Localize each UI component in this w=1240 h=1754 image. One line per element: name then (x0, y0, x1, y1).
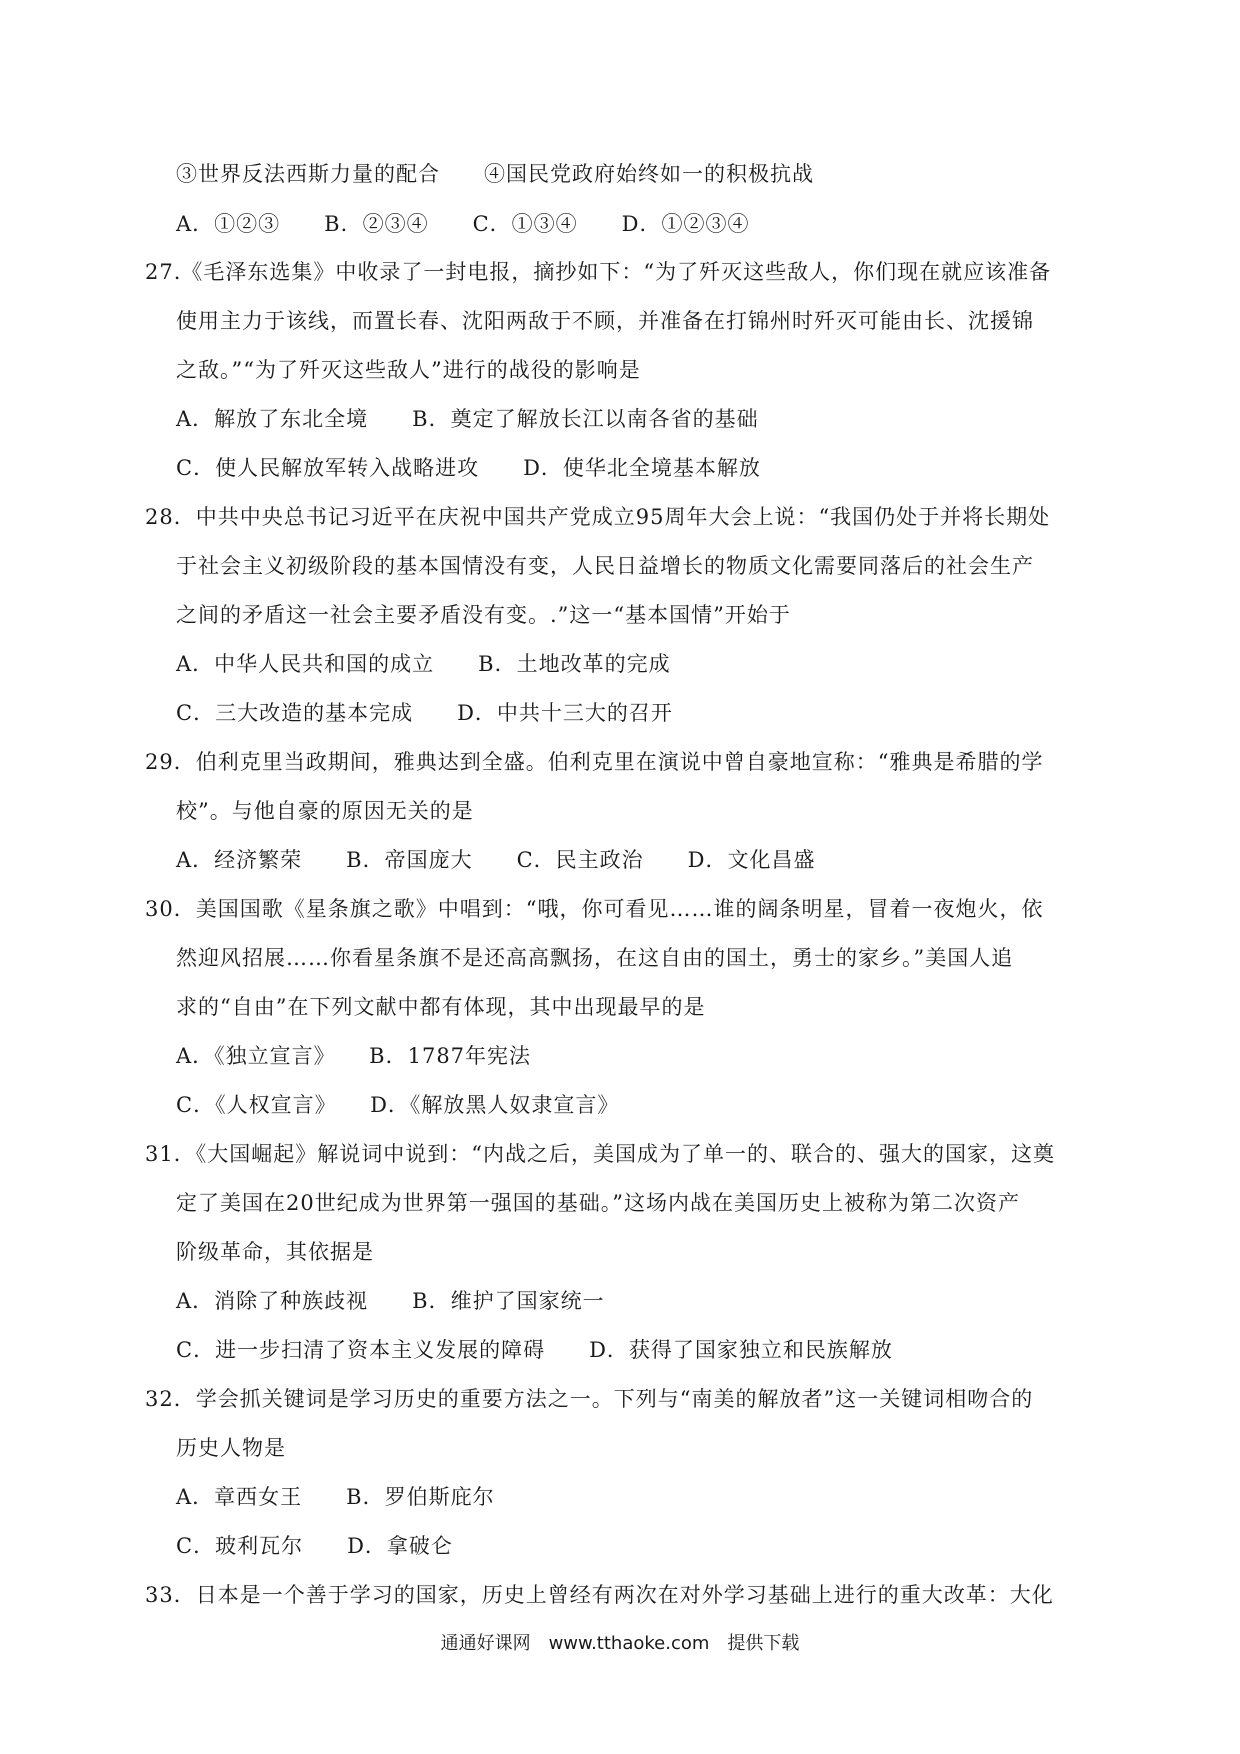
text-line: 定了美国在20世纪成为世界第一强国的基础。”这场内战在美国历史上被称为第二次资产 (176, 1191, 1020, 1215)
text-line: C．三大改造的基本完成 D．中共十三大的召开 (176, 701, 673, 725)
question-line: 30．美国国歌《星条旗之歌》中唱到：“哦，你可看见……谁的阔条明星，冒着一夜炮火，依 (145, 897, 1044, 921)
text-line: 阶级革命，其依据是 (176, 1240, 374, 1264)
text-line: A．消除了种族歧视 B．维护了国家统一 (176, 1289, 605, 1313)
question-line: 32．学会抓关键词是学习历史的重要方法之一。下列与“南美的解放者”这一关键词相吻合的 (145, 1387, 1034, 1411)
text-line: A．解放了东北全境 B．奠定了解放长江以南各省的基础 (176, 407, 759, 431)
text-line: A．①②③ B．②③④ C．①③④ D．①②③④ (176, 212, 750, 236)
text-line: 历史人物是 (176, 1436, 286, 1460)
text-line: 然迎风招展……你看星条旗不是还高高飘扬，在这自由的国土，勇士的家乡。”美国人追 (176, 946, 1014, 970)
question-line: 31．《大国崛起》解说词中说到：“内战之后，美国成为了单一的、联合的、强大的国家，这奠 (145, 1142, 1055, 1166)
text-line: 使用主力于该线，而置长春、沈阳两敌于不顾，并准备在打锦州时歼灭可能由长、沈援锦 (176, 309, 1034, 333)
question-line: 29．伯利克里当政期间，雅典达到全盛。伯利克里在演说中曾自豪地宣称：“雅典是希腊的学 (145, 750, 1044, 774)
text-line: C．进一步扫清了资本主义发展的障碍 D．获得了国家独立和民族解放 (176, 1338, 893, 1362)
text-line: A．《独立宣言》 B．1787年宪法 (176, 1044, 532, 1068)
text-line: A．中华人民共和国的成立 B．土地改革的完成 (176, 652, 671, 676)
text-line: 之间的矛盾这一社会主要矛盾没有变。.”这一“基本国情”开始于 (176, 603, 791, 627)
question-line: 33．日本是一个善于学习的国家，历史上曾经有两次在对外学习基础上进行的重大改革：大化 (145, 1583, 1054, 1607)
question-line: 28．中共中央总书记习近平在庆祝中国共产党成立95周年大会上说：“我国仍处于并将长期处 (145, 505, 1051, 529)
text-line: 之敌。”“为了歼灭这些敌人”进行的战役的影响是 (176, 358, 641, 382)
text-line: A．经济繁荣 B．帝国庞大 C．民主政治 D．文化昌盛 (176, 848, 816, 872)
page-footer: 通通好课网 www.tthaoke.com 提供下载 (440, 1633, 800, 1654)
text-line: A．章西女王 B．罗伯斯庇尔 (176, 1485, 495, 1509)
text-line: C．《人权宣言》 D．《解放黑人奴隶宣言》 (176, 1093, 620, 1117)
text-line: 求的“自由”在下列文献中都有体现，其中出现最早的是 (176, 995, 706, 1019)
text-line: C．玻利瓦尔 D．拿破仑 (176, 1534, 453, 1558)
question-line: 27.《毛泽东选集》中收录了一封电报，摘抄如下：“为了歼灭这些敌人，你们现在就应该准备 (145, 260, 1052, 284)
text-line: ③世界反法西斯力量的配合 ④国民党政府始终如一的积极抗战 (176, 162, 814, 186)
text-line: C．使人民解放军转入战略进攻 D．使华北全境基本解放 (176, 456, 761, 480)
text-line: 于社会主义初级阶段的基本国情没有变，人民日益增长的物质文化需要同落后的社会生产 (176, 554, 1034, 578)
text-line: 校”。与他自豪的原因无关的是 (176, 799, 474, 823)
